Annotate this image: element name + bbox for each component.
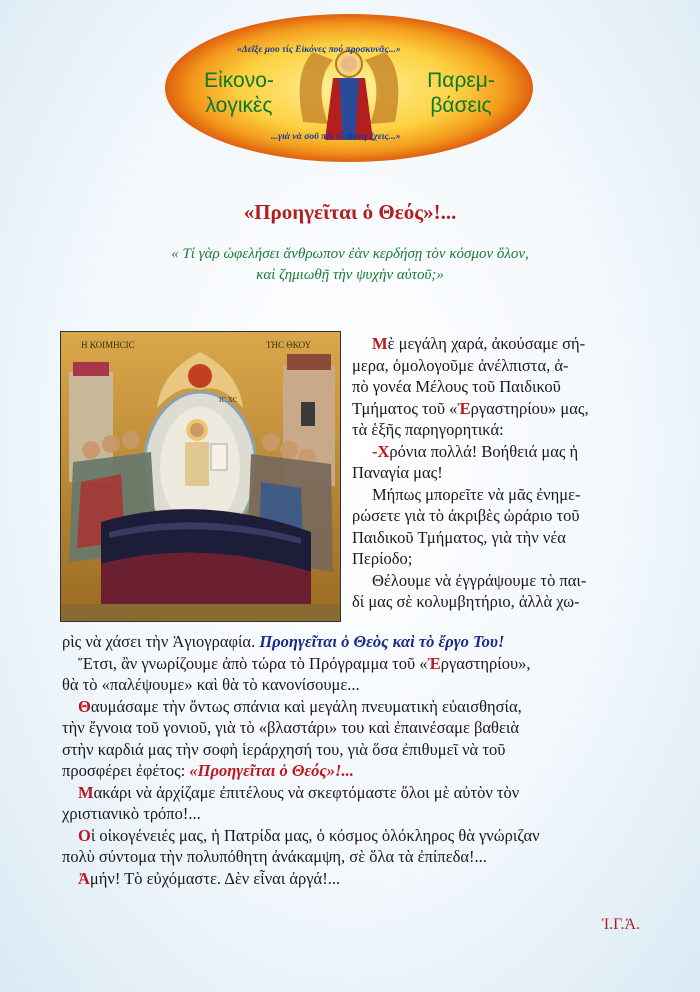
text-line: προσφέρει ἐφέτος: [62, 761, 190, 780]
text-line: μήν! Τὸ εὐχόμαστε. Δὲν εἶναι ἀργά!... [89, 868, 341, 888]
logo-motto-top: «Δεῖξε μου τίς Εἰκόνες πού προσκυνᾶς...» [237, 45, 401, 55]
text-line: Παιδικοῦ Τμήματος, γιὰ τὴν νέα [352, 527, 566, 547]
epigraph-line: καὶ ζημιωθῇ τὴν ψυχὴν αὐτοῦ;» [256, 267, 444, 283]
text-line: αυμάσαμε τὴν ὄντως σπάνια καὶ μεγάλη πνευματικὴ εὐαισθησία, [90, 696, 522, 716]
initial-letter: Ἐ [427, 653, 441, 673]
logo-motto-bottom: ...γιὰ νὰ σοῦ πῶ τί πίστη ἔχεις...» [271, 132, 401, 142]
drop-initial: Ο [78, 825, 91, 845]
text-line: χριστιανικὸ τρόπο!... [62, 804, 201, 823]
drop-initial: Θ [78, 696, 91, 716]
logo-right-word-line1: Παρεμ- [427, 69, 495, 92]
icon-inscription-right: ΤΗϹ ΘΚΟΥ [266, 340, 312, 350]
logo-left-word-line2: λογικὲς [205, 94, 273, 117]
drop-initial: -Χ [372, 441, 390, 461]
dormition-icon-image [60, 331, 341, 622]
drop-initial: Μ [78, 782, 94, 802]
text-line: ργαστηρίου», [440, 653, 531, 673]
text-line: στὴν καρδιά μας τὴν σοφὴ ἱεράρχησή του, γιὰ ὅσα ἐπιθυμεῖ νὰ τοῦ [62, 739, 506, 759]
text-line: μερα, ὁμολογοῦμε ἀνέλπιστα, ἀ- [352, 355, 569, 375]
logo-right-word-line2: βάσεις [430, 94, 492, 117]
text-line: Μήπως μπορεῖτε νὰ μᾶς ἐνημε- [372, 484, 581, 504]
text-line: πὸ γονέα Μέλους τοῦ Παιδικοῦ [352, 377, 561, 396]
text-line: ακάρι νὰ ἀρχίζαμε ἐπιτέλους νὰ σκεφτόμαστε ὅλοι μὲ αὐτὸν τὸν [93, 782, 520, 802]
text-line: Θέλουμε νὰ ἐγγράψουμε τὸ παι- [372, 570, 587, 590]
text-line: Περίοδο; [352, 549, 413, 568]
initial-letter: Ἐ [457, 398, 471, 418]
text-line: ὲ μεγάλη χαρά, ἀκούσαμε σή- [387, 334, 586, 353]
logo [163, 12, 535, 164]
signature: Ἰ.Γ.Ἀ. [601, 916, 640, 933]
text-line: Ἔτσι, ἂν γνωρίζουμε ἀπὸ τώρα τὸ Πρόγραμμα τοῦ « [78, 653, 428, 673]
text-line: τὰ ἑξῆς παρηγορητικά: [352, 420, 504, 439]
logo-right-word [411, 68, 511, 118]
logo-left-word-line1: Εἰκονο- [204, 69, 274, 92]
text-line: ἱ οἰκογένειές μας, ἡ Πατρίδα μας, ὁ κόσμος ὁλόκληρος θὰ γνώριζαν [90, 825, 540, 845]
text-line: τὴν ἔγνοια τοῦ γονιοῦ, γιὰ τὸ «βλαστάρι» του καὶ ἐπαινέσαμε βαθειὰ [62, 718, 519, 737]
drop-initial: Μ [372, 334, 388, 353]
paragraph-1 [352, 333, 642, 613]
paragraph-2 [62, 631, 652, 889]
text-line: Παναγία μας! [352, 463, 443, 482]
text-line: δί μας σὲ κολυμβητήριο, ἀλλὰ χω- [352, 592, 580, 611]
page-title: «Προηγεῖται ὁ Θεός»!... [243, 200, 457, 224]
emphasis-text: Προηγεῖται ὁ Θεὸς καὶ τὸ ἔργο Του! [259, 632, 505, 651]
text-line: ρόνια πολλά! Βοήθειά μας ἡ [389, 441, 579, 461]
text-line: πολὺ σύντομα τὴν πολυπόθητη ἀνάκαμψη, σὲ ὅλα τὰ ἐπίπεδα!... [62, 847, 487, 866]
drop-initial: Ἀ [78, 868, 90, 888]
text-line: θὰ τὸ «παλέψουμε» καὶ θὰ τὸ κανονίσουμε... [62, 675, 360, 694]
epigraph [120, 244, 580, 286]
text-line: ργαστηρίου» μας, [470, 398, 589, 418]
logo-left-word [189, 68, 289, 118]
icon-inscription-center: ΙϹ ΧϹ [219, 396, 238, 404]
text-line: ρώσετε γιὰ τὸ ἀκριβὲς ὡράριο τοῦ [352, 506, 580, 525]
emphasis-text: «Προηγεῖται ὁ Θεός»!... [189, 761, 354, 780]
text-line: Τμήματος τοῦ « [352, 398, 458, 418]
epigraph-line: « Τί γὰρ ὠφελήσει ἄνθρωπον ἐὰν κερδήσῃ τὸν κόσμον ὅλον, [171, 246, 529, 262]
text-line: ρὶς νὰ χάσει τὴν Ἁγιογραφία. [62, 632, 260, 651]
icon-inscription-left: Η ΚΟΙΜΗϹΙϹ [81, 340, 135, 350]
